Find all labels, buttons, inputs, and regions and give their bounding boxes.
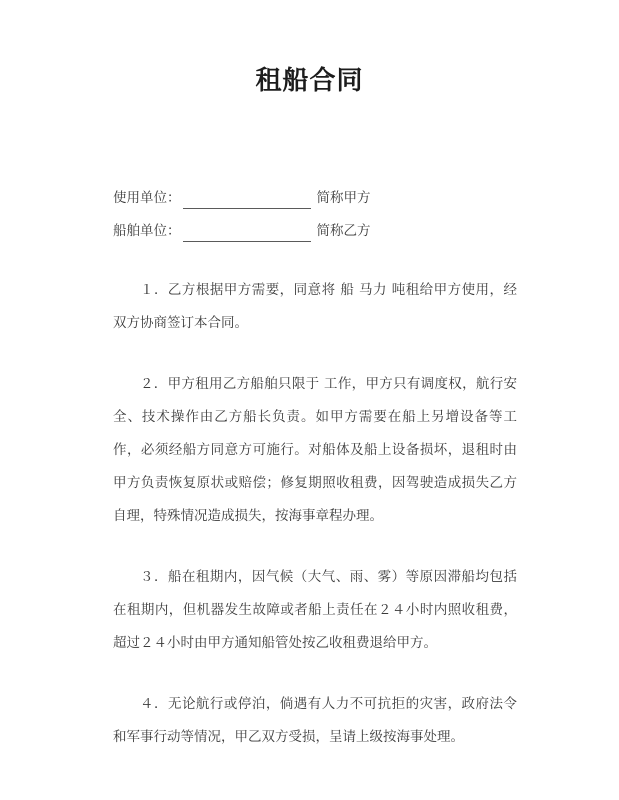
vessel-unit-label: 船舶单位： (113, 223, 181, 239)
page-title: 租船合同 (255, 66, 364, 96)
vessel-unit-suffix: 简称乙方 (316, 223, 371, 239)
clause-1: １．乙方根据甲方需要，同意将 船 马力 吨租给甲方使用，经双方协商签订本合同。 (113, 282, 517, 331)
field-row-using-unit (113, 182, 533, 215)
clause-2: ２．甲方租用乙方船舶只限于 工作，甲方只有调度权，航行安全、技术操作由乙方船长负责。如甲方需要在船上另增设备等工作，必须经船方同意方可施行。对船体及船上设备损坏，退租时由甲方负责恢复原状或赔偿；修复期照收租费，因驾驶造成损失乙方自理，特殊情况造成损失，按海事章程办理。 (113, 376, 517, 524)
contract-clauses (113, 274, 517, 754)
using-unit-label: 使用单位： (113, 190, 181, 206)
using-unit-suffix: 简称甲方 (316, 190, 371, 206)
clause-3: ３．船在租期内，因气候（大气、雨、雾）等原因滞船均包括在租期内，但机器发生故障或者船上责任在２４小时内照收租费，超过２４小时由甲方通知船管处按乙收租费退给甲方。 (113, 569, 517, 651)
clause-4: ４．无论航行或停泊，倘遇有人力不可抗拒的灾害，政府法令和军事行动等情况，甲乙双方受损，呈请上级按海事处理。 (113, 696, 517, 745)
using-unit-input[interactable] (183, 191, 311, 209)
vessel-unit-input[interactable] (183, 224, 311, 242)
field-row-vessel-unit (113, 215, 533, 248)
party-fields (113, 182, 533, 248)
